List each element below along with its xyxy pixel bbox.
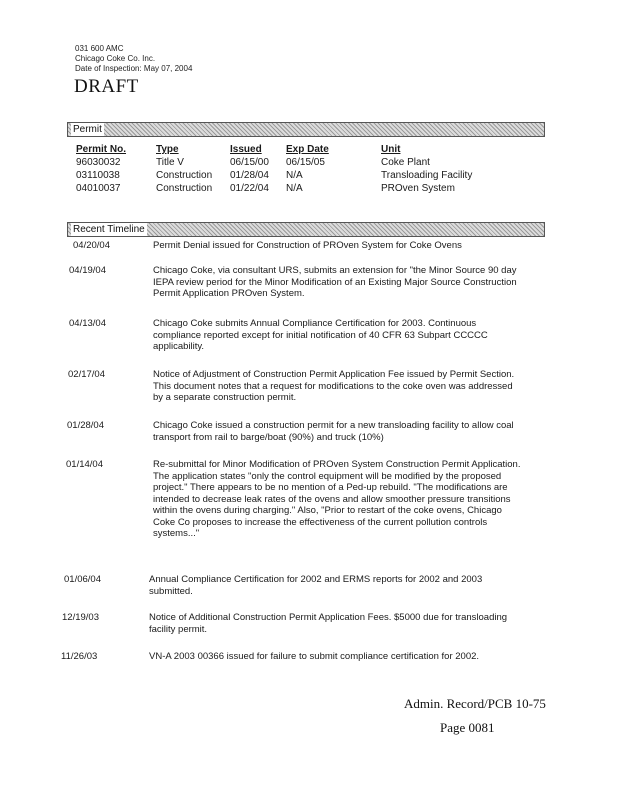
page-number: Page 0081 xyxy=(440,720,495,735)
facility-id: 031 600 AMC xyxy=(75,44,124,53)
timeline-text: Annual Compliance Certification for 2002 and ERMS reports for 2002 and 2003 submitted. xyxy=(149,574,483,597)
type-cell: Construction xyxy=(156,183,213,194)
timeline-date: 04/13/04 xyxy=(69,318,106,329)
timeline-date: 04/20/04 xyxy=(73,240,110,251)
draft-stamp: DRAFT xyxy=(74,76,139,97)
unit-cell: PROven System xyxy=(381,183,455,194)
col-header-exp-date: Exp Date xyxy=(286,144,329,155)
exp-date-cell: 06/15/05 xyxy=(286,157,325,168)
issued-cell: 06/15/00 xyxy=(230,157,269,168)
timeline-date: 02/17/04 xyxy=(68,369,105,380)
col-header-permit-no: Permit No. xyxy=(76,144,127,155)
timeline-date: 01/06/04 xyxy=(64,574,101,585)
exp-date-cell: N/A xyxy=(286,170,303,181)
timeline-text: Notice of Adjustment of Construction Permit Application Fee issued by Permit Section. This document notes that a request for modifications to the coke oven was addressed by a separate construction permit. xyxy=(153,369,515,403)
timeline-section-bar xyxy=(67,222,545,237)
unit-cell: Coke Plant xyxy=(381,157,430,168)
timeline-text: Chicago Coke issued a construction permit for a new transloading facility to allow coal transport from rail to barge/boat (90%) and truck (10%) xyxy=(153,420,514,443)
type-cell: Title V xyxy=(156,157,184,168)
unit-cell: Transloading Facility xyxy=(381,170,473,181)
timeline-date: 12/19/03 xyxy=(62,612,99,623)
permit-section-bar xyxy=(67,122,545,137)
col-header-type: Type xyxy=(156,144,179,155)
inspection-date: Date of Inspection: May 07, 2004 xyxy=(75,64,193,73)
timeline-text: VN-A 2003 00366 issued for failure to submit compliance certification for 2002. xyxy=(149,651,480,662)
col-header-unit: Unit xyxy=(381,144,401,155)
col-header-issued: Issued xyxy=(230,144,262,155)
timeline-text: Chicago Coke submits Annual Compliance Certification for 2003. Continuous compliance reported except for initial notification of 40 CFR 63 Subpart CCCCC applicability. xyxy=(153,318,488,352)
permit-no-cell: 04010037 xyxy=(76,183,121,194)
type-cell: Construction xyxy=(156,170,213,181)
admin-record-stamp: Admin. Record/PCB 10-75 xyxy=(404,696,546,711)
timeline-text: Re-submittal for Minor Modification of PROven System Construction Permit Application. The application states "only the control equipment will be modified by the proposed project." There appears to be no mention of a Ped-up rebuild. "The modifications are intended to decrease leak rates of the ovens and allow smoother pressure transitions within the ovens during charging." Also, "Prior to restart of the coke ovens, Chicago Coke Co proposes to increase the effectiveness of the current pollution controls systems..." xyxy=(153,459,521,539)
company-name: Chicago Coke Co. Inc. xyxy=(75,54,156,63)
timeline-text: Permit Denial issued for Construction of PROven System for Coke Ovens xyxy=(153,240,462,251)
timeline-text: Chicago Coke, via consultant URS, submits an extension for "the Minor Source 90 day IEPA review period for the Minor Modification of an Existing Major Source Construction Permit Application PROven System. xyxy=(153,265,517,299)
timeline-date: 11/26/03 xyxy=(61,651,98,662)
issued-cell: 01/28/04 xyxy=(230,170,269,181)
timeline-date: 01/28/04 xyxy=(67,420,104,431)
timeline-text: Notice of Additional Construction Permit Application Fees. $5000 due for transloading facility permit. xyxy=(149,612,508,635)
permit-no-cell: 03110038 xyxy=(76,170,120,181)
issued-cell: 01/22/04 xyxy=(230,183,269,194)
timeline-date: 01/14/04 xyxy=(66,459,103,470)
permit-no-cell: 96030032 xyxy=(76,157,121,168)
exp-date-cell: N/A xyxy=(286,183,303,194)
permit-section-title: Permit xyxy=(73,124,102,135)
timeline-date: 04/19/04 xyxy=(69,265,106,276)
timeline-section-title: Recent Timeline xyxy=(73,224,145,235)
